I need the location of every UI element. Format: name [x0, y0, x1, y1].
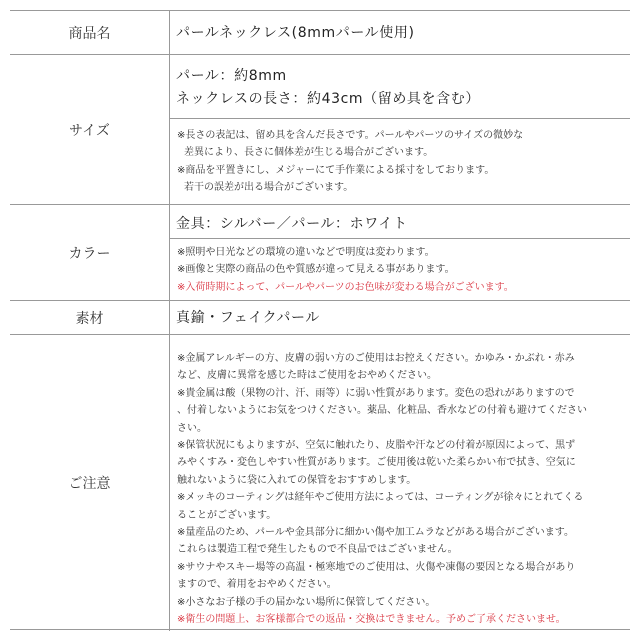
color-value: 金具：シルバー／パール：ホワイト: [176, 216, 408, 232]
caution-note: 、付着しないようにお気をつけください。薬品、化粧品、香水などの付着も避けてください: [177, 405, 587, 417]
material-value: 真鍮・フェイクパール: [176, 310, 320, 326]
color-notes: [170, 238, 630, 300]
cell-color: [169, 205, 630, 300]
row-material: [10, 301, 630, 335]
caution-note: ることがございます。: [177, 509, 277, 521]
size-note: ※長さの表記は、留め具を含んだ長さです。パールやパーツのサイズの微妙な: [177, 130, 524, 141]
caution-note: さい。: [177, 422, 207, 434]
label-material: 素材: [75, 310, 104, 327]
cell-size: [169, 55, 630, 204]
color-note: ※画像と実際の商品の色や質感が違って見える事があります。: [177, 264, 455, 276]
cell-caution: [169, 335, 630, 631]
caution-note: ますので、着用をおやめください。: [177, 579, 337, 591]
caution-note: 触れないように袋に入れての保管をおすすめします。: [177, 474, 417, 486]
caution-note: ※量産品のため、パールや金具部分に細かい傷や加工ムラなどがある場合がございます。: [177, 527, 574, 539]
size-note: 差異により、長さに個体差が生じる場合がございます。: [184, 147, 434, 159]
color-note-warning: ※入荷時期によって、パールやパーツのお色味が変わる場合がございます。: [177, 281, 514, 293]
product-name-value: パールネックレス(8mmパール使用): [176, 25, 415, 41]
caution-note: など、皮膚に異常を感じた時はご使用をおやめください。: [177, 370, 437, 382]
product-spec-table: [10, 10, 630, 630]
caution-note: ※金属アレルギーの方、皮膚の弱い方のご使用はお控えください。かゆみ・かぶれ・赤み: [177, 353, 575, 364]
caution-notes: [170, 350, 630, 629]
cell-material: [169, 301, 630, 334]
label-product-name: 商品名: [68, 25, 111, 42]
row-color: [10, 205, 630, 301]
size-note: ※商品を平置きにし、メジャーにて手作業による採寸をしております。: [177, 164, 495, 176]
row-caution: [10, 335, 630, 631]
row-product-name: [10, 11, 630, 55]
label-size: サイズ: [69, 122, 110, 139]
size-length: ネックレスの長さ：約43cm（留め具を含む）: [176, 91, 480, 107]
cell-product-name: [169, 11, 630, 54]
label-color: カラー: [68, 245, 111, 262]
size-note: 若干の誤差が出る場合がございます。: [184, 182, 354, 194]
caution-note: これらは製造工程で発生したもので不良品ではございません。: [177, 544, 458, 556]
caution-note: みやくすみ・変色しやすい性質があります。ご使用後は乾いた柔らかい布で拭き、空気に: [177, 457, 576, 469]
size-pearl: パール：約8mm: [176, 68, 287, 84]
size-notes: [170, 118, 630, 204]
caution-note-warning: ※衛生の問題上、お客様都合での返品・交換はできません。予めご了承くださいませ。: [177, 614, 566, 626]
color-note: ※照明や日光などの環境の違いなどで明度は変わります。: [177, 247, 435, 258]
row-size: [10, 55, 630, 205]
caution-note: ※メッキのコーティングは経年やご使用方法によっては、コーティングが徐々にとれてくる: [177, 492, 584, 504]
caution-note: ※小さなお子様の手の届かない場所に保管してください。: [177, 596, 436, 608]
caution-note: ※サウナやスキー場等の高温・極寒地でのご使用は、火傷や凍傷の要因となる場合があり: [177, 561, 576, 573]
size-main: [170, 65, 630, 111]
caution-note: ※保管状況にもよりますが、空気に触れたり、皮脂や汗などの付着が原因によって、黒ず: [177, 440, 576, 452]
label-caution: ご注意: [68, 476, 111, 492]
caution-note: ※貴金属は酸（果物の汁、汗、雨等）に弱い性質があります。変色の恐れがありますので: [177, 387, 575, 399]
